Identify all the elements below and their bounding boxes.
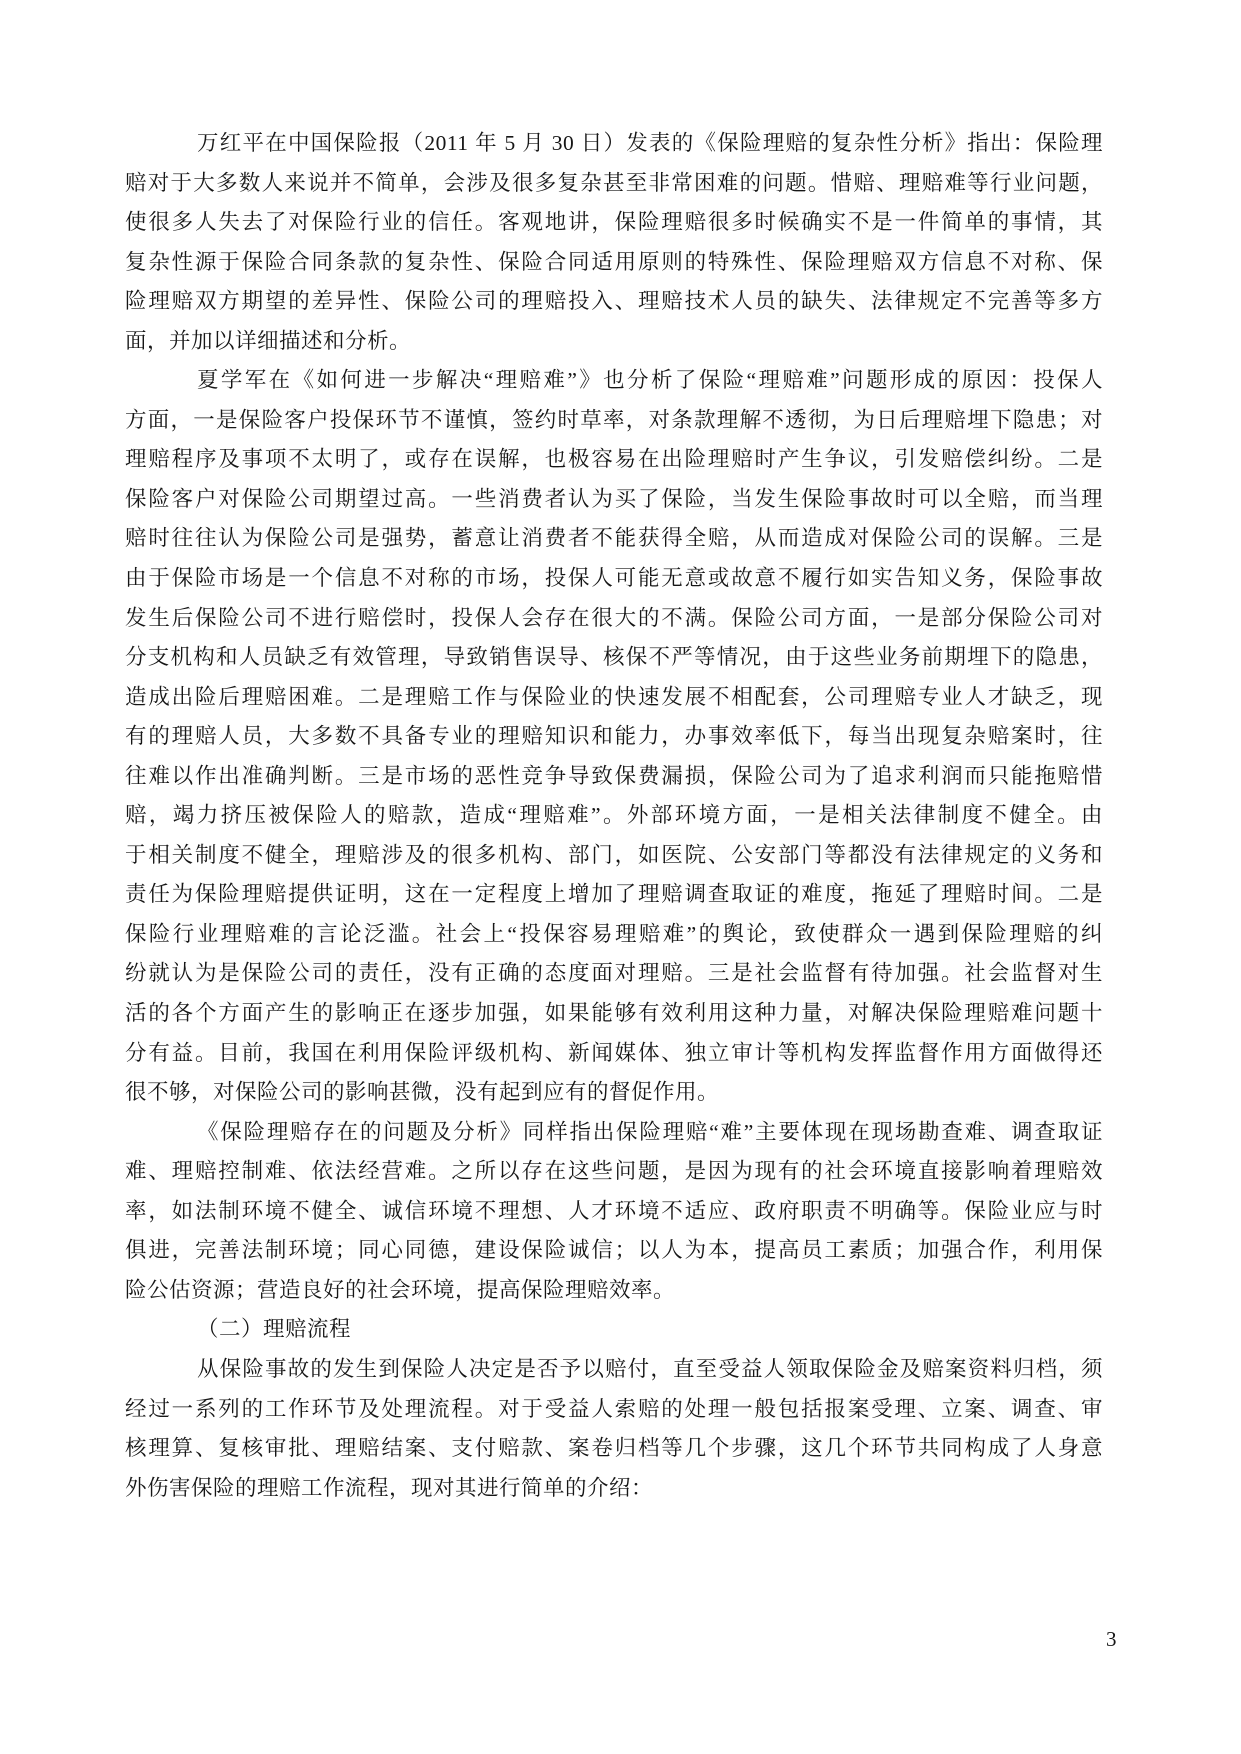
text-line: 赔时往往认为保险公司是强势，蓄意让消费者不能获得全赔，从而造成对保险公司的误解。三是 [125, 526, 1103, 551]
text-line: 赔，竭力挤压被保险人的赔款，造成“理赔难”。外部环境方面，一是相关法律制度不健全。由 [125, 803, 1103, 828]
text-line: 万红平在中国保险报（2011 年 5 月 30 日）发表的《保险理赔的复杂性分析》指出：保险理 [197, 131, 1103, 155]
text-line: 俱进，完善法制环境；同心同德，建设保险诚信；以人为本，提高员工素质；加强合作，利用保 [125, 1238, 1103, 1263]
text-line: 险理赔双方期望的差异性、保险公司的理赔投入、理赔技术人员的缺失、法律规定不完善等多方 [125, 289, 1103, 314]
text-line: 赔对于大多数人来说并不简单，会涉及很多复杂甚至非常困难的问题。惜赔、理赔难等行业问题， [125, 170, 1103, 195]
text-line: 往难以作出准确判断。三是市场的恶性竞争导致保费漏损，保险公司为了追求利润而只能拖赔惜 [125, 763, 1103, 788]
text-line: 造成出险后理赔困难。二是理赔工作与保险业的快速发展不相配套，公司理赔专业人才缺乏，现 [125, 684, 1103, 709]
text-line: 很不够，对保险公司的影响甚微，没有起到应有的督促作用。 [125, 1080, 720, 1105]
text-line: 方面，一是保险客户投保环节不谨慎，签约时草率，对条款理解不透彻，为日后理赔埋下隐患；对 [125, 407, 1103, 432]
paragraph [125, 1113, 1103, 1311]
text-line: （二）理赔流程 [197, 1317, 352, 1342]
text-line: 发生后保险公司不进行赔偿时，投保人会存在很大的不满。保险公司方面，一是部分保险公司对 [125, 605, 1103, 630]
paragraph [125, 1350, 1103, 1508]
text-line: 难、理赔控制难、依法经营难。之所以存在这些问题，是因为现有的社会环境直接影响着理赔效 [125, 1159, 1103, 1184]
text-line: 复杂性源于保险合同条款的复杂性、保险合同适用原则的特殊性、保险理赔双方信息不对称、保 [125, 249, 1103, 274]
text-line: 纷就认为是保险公司的责任，没有正确的态度面对理赔。三是社会监督有待加强。社会监督对生 [125, 961, 1103, 986]
text-line: 外伤害保险的理赔工作流程，现对其进行简单的介绍： [125, 1475, 654, 1500]
text-line: 险公估资源；营造良好的社会环境，提高保险理赔效率。 [125, 1277, 676, 1302]
text-line: 保险客户对保险公司期望过高。一些消费者认为买了保险，当发生保险事故时可以全赔，而当理 [125, 486, 1103, 511]
text-line: 使很多人失去了对保险行业的信任。客观地讲，保险理赔很多时候确实不是一件简单的事情，其 [125, 210, 1103, 235]
text-line: 夏学军在《如何进一步解决“理赔难”》也分析了保险“理赔难”问题形成的原因：投保人 [197, 368, 1103, 393]
document-body [125, 124, 1103, 1508]
text-line: 于相关制度不健全，理赔涉及的很多机构、部门，如医院、公安部门等都没有法律规定的义务和 [125, 842, 1103, 867]
text-line: 分支机构和人员缺乏有效管理，导致销售误导、核保不严等情况，由于这些业务前期埋下的隐患， [125, 645, 1103, 670]
paragraph [125, 361, 1103, 1112]
text-line: 活的各个方面产生的影响正在逐步加强，如果能够有效利用这种力量，对解决保险理赔难问题十 [125, 1001, 1103, 1026]
text-line: 由于保险市场是一个信息不对称的市场，投保人可能无意或故意不履行如实告知义务，保险事故 [125, 566, 1103, 591]
text-line: 经过一系列的工作环节及处理流程。对于受益人索赔的处理一般包括报案受理、立案、调查、审 [125, 1396, 1103, 1421]
text-line: 《保险理赔存在的问题及分析》同样指出保险理赔“难”主要体现在现场勘查难、调查取证 [197, 1119, 1103, 1144]
text-line: 面，并加以详细描述和分析。 [125, 328, 412, 353]
text-line: 核理算、复核审批、理赔结案、支付赔款、案卷归档等几个步骤，这几个环节共同构成了人身意 [125, 1436, 1103, 1461]
text-line: 理赔程序及事项不太明了，或存在误解，也极容易在出险理赔时产生争议，引发赔偿纠纷。二是 [125, 447, 1103, 472]
text-line: 率，如法制环境不健全、诚信环境不理想、人才环境不适应、政府职责不明确等。保险业应与时 [125, 1198, 1103, 1223]
text-line: 保险行业理赔难的言论泛滥。社会上“投保容易理赔难”的舆论，致使群众一遇到保险理赔的纠 [125, 921, 1103, 946]
text-line: 分有益。目前，我国在利用保险评级机构、新闻媒体、独立审计等机构发挥监督作用方面做得还 [125, 1040, 1103, 1065]
text-line: 责任为保险理赔提供证明，这在一定程度上增加了理赔调查取证的难度，拖延了理赔时间。二是 [125, 882, 1103, 907]
page-number: 3 [1106, 1627, 1117, 1651]
text-line: 有的理赔人员，大多数不具备专业的理赔知识和能力，办事效率低下，每当出现复杂赔案时，往 [125, 724, 1103, 749]
paragraph [125, 124, 1103, 361]
paragraph [125, 1310, 1103, 1350]
text-line: 从保险事故的发生到保险人决定是否予以赔付，直至受益人领取保险金及赔案资料归档，须 [197, 1356, 1103, 1381]
